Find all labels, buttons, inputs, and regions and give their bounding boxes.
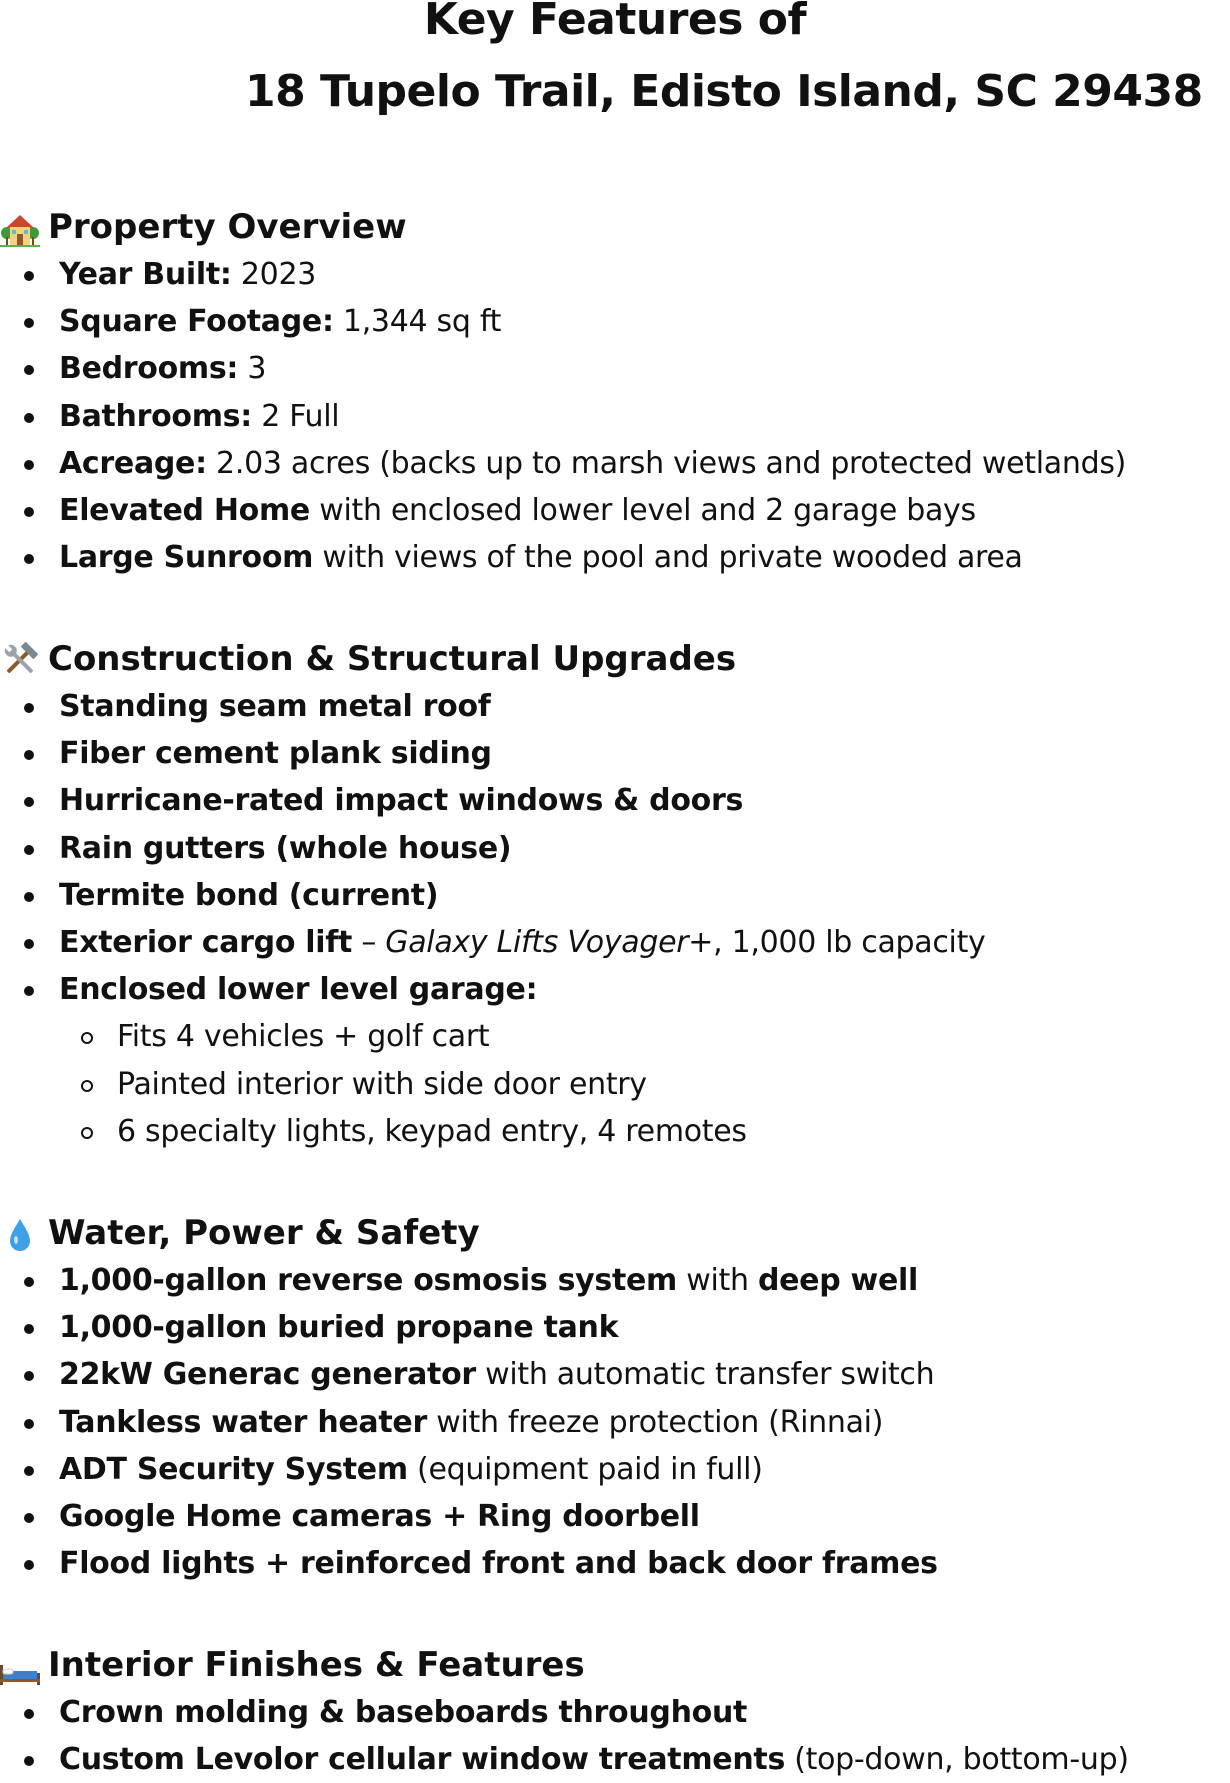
item-label: Bedrooms: [59, 351, 239, 387]
sub-bullet-list [0, 1013, 1230, 1155]
list-item [0, 1540, 1230, 1587]
list-item [0, 1351, 1230, 1398]
item-label: Enclosed lower level garage: [59, 972, 538, 1008]
section-heading [0, 635, 1230, 683]
item-value: with enclosed lower level and 2 garage bays [309, 492, 976, 528]
item-label-2: deep well [757, 1263, 918, 1298]
list-item [0, 872, 1230, 919]
item-label: Bathrooms: [59, 398, 252, 434]
list-item [0, 730, 1230, 777]
bullet-list [0, 1689, 1230, 1783]
item-label: Tankless water heater [59, 1404, 427, 1440]
section-water-power-safety [0, 1209, 1230, 1587]
item-label: Square Footage: [59, 304, 334, 340]
item-label: Elevated Home [59, 492, 310, 528]
list-item [0, 298, 1230, 345]
list-item [0, 393, 1230, 440]
section-heading-text: Property Overview [48, 207, 407, 247]
item-value: 2.03 acres (backs up to marsh views and protected wetlands) [206, 445, 1127, 481]
house-with-garden-icon [0, 209, 40, 247]
item-label: Termite bond (current) [59, 877, 439, 913]
bed-icon [0, 1647, 40, 1685]
section-construction-upgrades [0, 635, 1230, 1155]
list-item [0, 440, 1230, 487]
list-item [0, 1257, 1230, 1304]
item-label: Flood lights + reinforced front and back door frames [59, 1546, 938, 1582]
item-value: (equipment paid in full) [407, 1451, 763, 1487]
sub-list-item: 6 specialty lights, keypad entry, 4 remotes [0, 1108, 1230, 1155]
section-heading-text: Interior Finishes & Features [48, 1645, 585, 1685]
list-item [0, 966, 1230, 1013]
item-label: Rain gutters (whole house) [59, 830, 512, 866]
item-value: 2 Full [251, 398, 340, 434]
list-item [0, 534, 1230, 581]
bullet-list [0, 251, 1230, 581]
item-label: 22kW Generac generator [59, 1357, 476, 1393]
item-label: Standing seam metal roof [59, 689, 491, 724]
item-value: with views of the pool and private wooded area [313, 540, 1023, 576]
item-label: 1,000-gallon buried propane tank [59, 1310, 619, 1346]
list-item [0, 919, 1230, 966]
section-heading-text: Construction & Structural Upgrades [48, 639, 737, 679]
item-label: 1,000-gallon reverse osmosis system [59, 1263, 678, 1298]
list-item [0, 1736, 1230, 1783]
item-value: 3 [238, 351, 267, 387]
sub-list-item: Painted interior with side door entry [0, 1061, 1230, 1108]
item-label: Crown molding & baseboards throughout [59, 1695, 748, 1730]
bullet-list [0, 1257, 1230, 1587]
item-value: (top-down, bottom-up) [785, 1742, 1129, 1778]
list-item [0, 777, 1230, 824]
item-label: Custom Levolor cellular window treatments [59, 1742, 785, 1778]
item-value: 2023 [231, 257, 317, 292]
sub-list-item: Fits 4 vehicles + golf cart [0, 1013, 1230, 1060]
list-item [0, 251, 1230, 298]
list-item [0, 1689, 1230, 1736]
item-model: Galaxy Lifts Voyager+ [385, 924, 714, 960]
item-label: Large Sunroom [59, 540, 314, 576]
bullet-list [0, 683, 1230, 1013]
section-property-overview [0, 203, 1230, 581]
list-item [0, 825, 1230, 872]
item-value: , 1,000 lb capacity [713, 924, 986, 960]
item-value: with [677, 1263, 758, 1298]
item-label: Acreage: [59, 445, 207, 481]
item-value: with automatic transfer switch [475, 1357, 935, 1393]
item-label: Fiber cement plank siding [59, 736, 492, 772]
hammer-and-wrench-icon [0, 641, 40, 679]
section-heading [0, 1209, 1230, 1257]
item-label: ADT Security System [59, 1451, 408, 1487]
section-interior-finishes [0, 1641, 1230, 1783]
list-item [0, 1304, 1230, 1351]
item-value: 1,344 sq ft [333, 304, 502, 340]
droplet-icon [0, 1215, 40, 1253]
list-item [0, 683, 1230, 730]
item-label: Year Built: [59, 257, 232, 292]
item-label: Hurricane-rated impact windows & doors [59, 783, 744, 819]
list-item [0, 1399, 1230, 1446]
list-item [0, 487, 1230, 534]
list-item [0, 1446, 1230, 1493]
list-item [0, 1493, 1230, 1540]
section-heading [0, 1641, 1230, 1689]
item-dash: – [352, 924, 386, 960]
section-heading [0, 203, 1230, 251]
page-title-line-1: Key Features of [423, 0, 807, 45]
item-label: Exterior cargo lift [59, 924, 353, 960]
item-value: with freeze protection (Rinnai) [426, 1404, 884, 1440]
list-item [0, 345, 1230, 392]
item-label: Google Home cameras + Ring doorbell [59, 1498, 700, 1534]
section-heading-text: Water, Power & Safety [48, 1213, 480, 1253]
page-title-line-2: 18 Tupelo Trail, Edisto Island, SC 29438 [245, 66, 1203, 117]
